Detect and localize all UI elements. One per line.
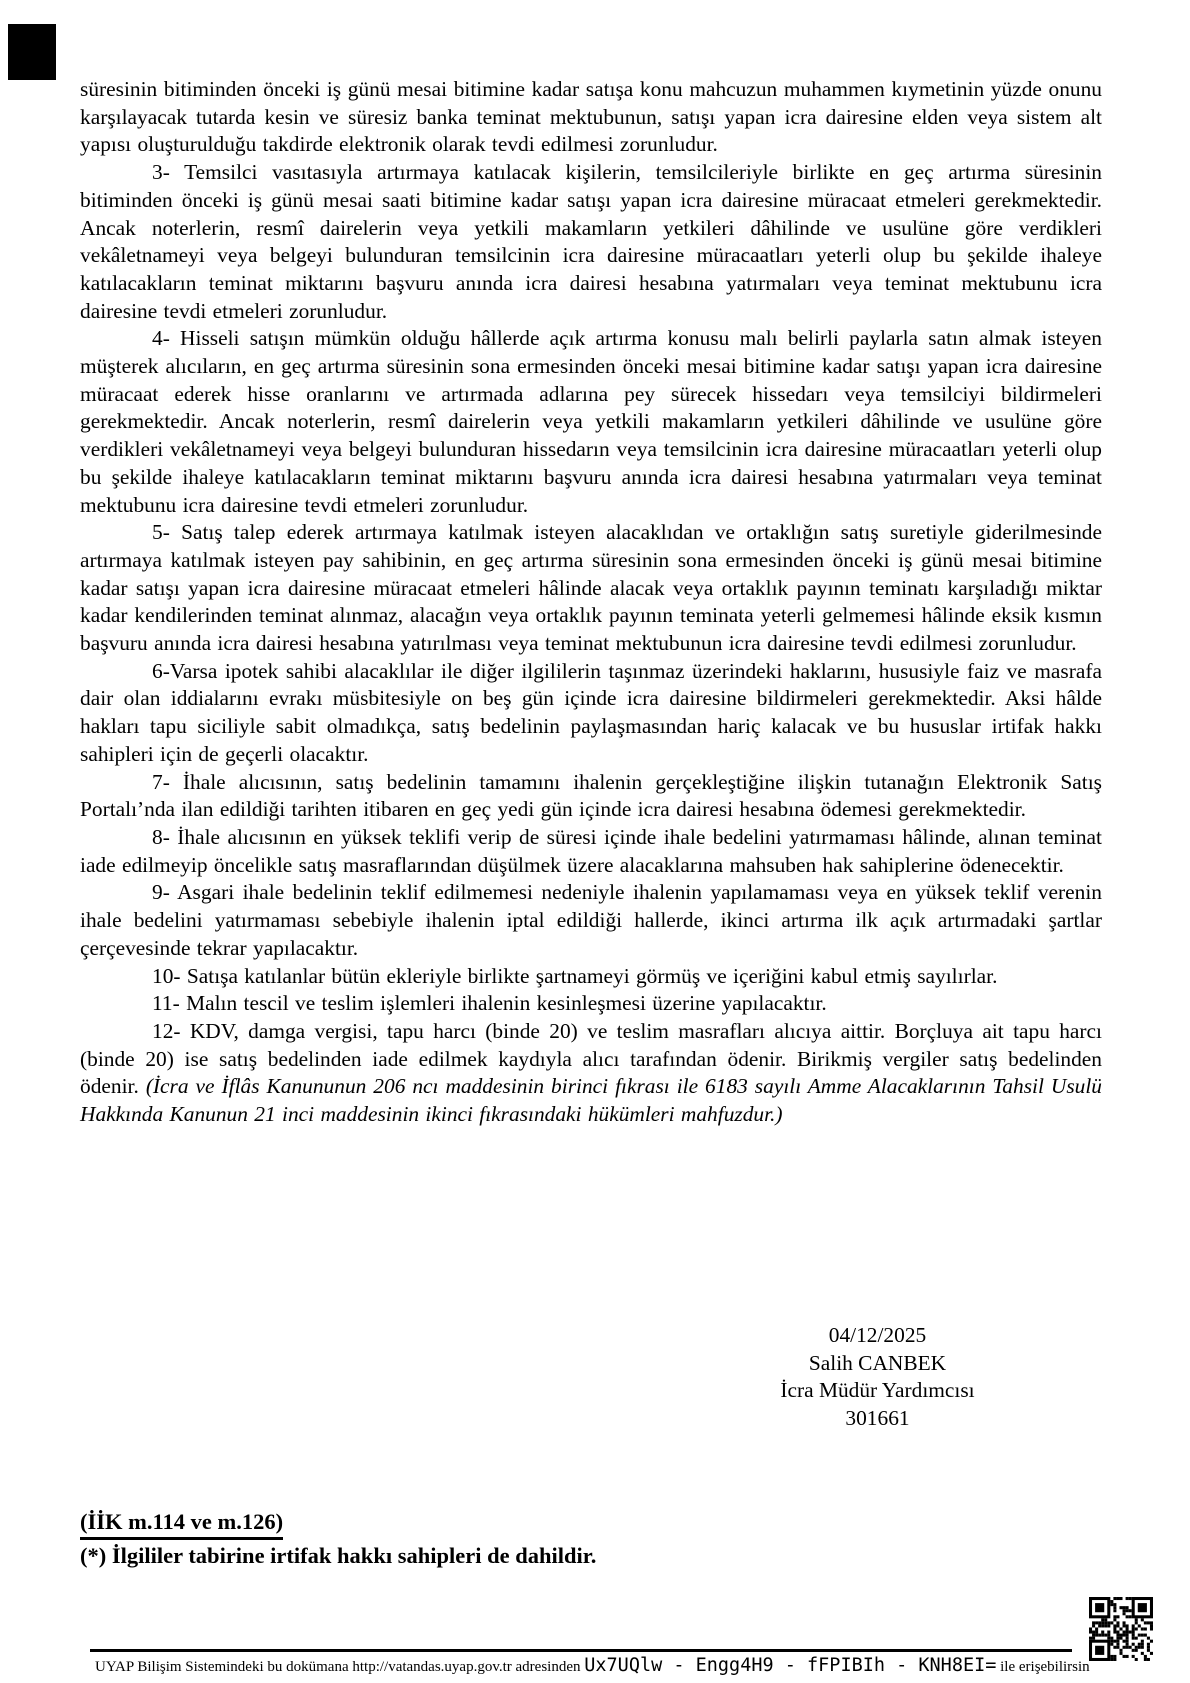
footer-access-suffix: ile erişebilirsin [1000, 1659, 1090, 1675]
footer-access-prefix: UYAP Bilişim Sistemindeki bu dokümana http://vatandas.uyap.gov.tr adresinden [95, 1659, 581, 1675]
signature-name: Salih CANBEK [808, 1350, 947, 1375]
redaction-box [8, 24, 56, 80]
paragraph-4: 4- Hisseli satışın mümkün olduğu hâllerde açık artırma konusu malı belirli paylarla satın almak isteyen müşterek alıcıların, en geç artırma süresinin sona ermesinden önceki mesai bitimine kadar satışı yapan icra dairesine müracaat ederek hisse oranlarını ve artırmada adlarına pey sürecek hissedarı veya temsilciyi bildirmeleri gerekmektedir. Ancak noterlerin, resmî dairelerin veya yetkili makamların yetkileri dâhilinde ve usulüne göre verdikleri vekâletnameyi veya belgeyi bulunduran hissedarın veya temsilcinin icra dairesine müracaatları yeterli olup bu şekilde ihaleye katılacakların teminat miktarını başvuru anında icra dairesi hesabına yatırmaları veya teminat mektubunu icra dairesine tevdi etmeleri zorunludur. [80, 326, 1102, 517]
paragraph-7: 7- İhale alıcısının, satış bedelinin tamamını ihalenin gerçekleştiğine ilişkin tutanağın Elektronik Satış Portalı’nda ilan edildiği tarihten itibaren en geç yedi gün içinde icra dairesi hesabına ödemesi gerekmektedir. [80, 769, 1102, 822]
document-body [80, 76, 1102, 1129]
footer-divider [90, 1649, 1072, 1652]
paragraph-12-legal-note: (İcra ve İflâs Kanununun 206 ncı maddesinin birinci fıkrası ile 6183 sayılı Amme Alacaklarının Tahsil Usulü Hakkında Kanunun 21 inci maddesinin ikinci fıkrasındaki hükümleri mahfuzdur.) [80, 1074, 1102, 1127]
paragraph-11: 11- Malın tescil ve teslim işlemleri ihalenin kesinleşmesi üzerine yapılacaktır. [152, 991, 827, 1016]
law-reference-note: (İİK m.114 ve m.126) [80, 1506, 283, 1540]
asterisk-note: (*) İlgililer tabirine irtifak hakkı sahipleri de dahildir. [80, 1543, 597, 1568]
paragraph-12-text: 12- KDV, damga vergisi, tapu harcı (binde 20) ve teslim masrafları alıcıya aittir. Borçluya ait tapu harcı (binde 20) ise satış bedelinden iade edilmek kaydıyla alıcı tarafından ödenir. Birikmiş vergiler satış bedelinden ödenir. [80, 1018, 1102, 1099]
paragraph-8: 8- İhale alıcısının en yüksek teklifi verip de süresi içinde ihale bedelini yatırmaması hâlinde, alınan teminat iade edilmeyip öncelikle satış masraflarından düşülmek üzere alacaklarına mahsuben hak sahiplerine ödenecektir. [80, 824, 1102, 877]
signature-registry-number: 301661 [845, 1406, 910, 1431]
paragraph-9: 9- Asgari ihale bedelinin teklif edilmemesi nedeniyle ihalenin yapılamaması veya en yüksek teklif verenin ihale bedelini yatırmaması sebebiyle ihalenin iptal edildiği hallerde, ikinci artırma ilk açık artırmadaki şartlar çerçevesinde tekrar yapılacaktır. [80, 880, 1102, 960]
qr-code-icon [1089, 1596, 1153, 1662]
paragraph-10: 10- Satışa katılanlar bütün ekleriyle birlikte şartnameyi görmüş ve içeriğini kabul etmiş sayılırlar. [152, 963, 998, 988]
paragraph-6: 6-Varsa ipotek sahibi alacaklılar ile diğer ilgililerin taşınmaz üzerindeki haklarını, hususiyle faiz ve masrafa dair olan iddialarını evrakı müsbitesiyle on beş gün içinde icra dairesine bildirmeleri gerekmektedir. Aksi hâlde hakları tapu siciliyle sabit olmadıkça, satış bedelinin paylaşmasından hariç kalacak ve bu hususlar irtifak hakkı sahipleri için de geçerli olacaktır. [80, 658, 1102, 766]
paragraph-3: 3- Temsilci vasıtasıyla artırmaya katılacak kişilerin, temsilcileriyle birlikte en geç artırma süresinin bitiminden önceki iş günü mesai saati bitimine kadar satışı yapan icra dairesine müracaat etmeleri gerekmektedir. Ancak noterlerin, resmî dairelerin veya yetkili makamların yetkileri dâhilinde ve usulüne göre verdikleri vekâletnameyi veya belgeyi bulunduran temsilcinin icra dairesine müracaatları yeterli olup bu şekilde ihaleye katılacakların teminat miktarını başvuru anında icra dairesi hesabına yatırmaları veya teminat mektubunu icra dairesine tevdi etmeleri zorunludur. [80, 160, 1102, 323]
footer-access-code: Ux7UQlw - Engg4H9 - fFPIBIh - KNH8EI= [584, 1655, 997, 1676]
footnotes [80, 1506, 596, 1571]
signature-title: İcra Müdür Yardımcısı [780, 1378, 975, 1403]
paragraph-5: 5- Satış talep ederek artırmaya katılmak isteyen alacaklıdan ve ortaklığın satış suretiyle giderilmesinde artırmaya katılmak isteyen pay sahibinin, en geç artırma süresinin sona ermesinden önceki iş günü mesai bitimine kadar satışı yapan icra dairesine müracaat etmeleri hâlinde alacak veya ortaklık payının teminatı karşıladığı miktar kadar kendilerinden teminat alınmaz, alacağın veya ortaklık payının teminata yeterli gelmemesi hâlinde eksik kısmın başvuru anında icra dairesi hesabına yatırılması veya teminat mektubunun icra dairesine tevdi edilmesi zorunludur. [80, 520, 1102, 656]
paragraph-12 [80, 1018, 1102, 1129]
paragraph-continuation: süresinin bitiminden önceki iş günü mesai bitimine kadar satışa konu mahcuzun muhammen kıymetinin yüzde onunu karşılayacak tutarda kesin ve süresiz banka teminat mektubunun, satışı yapan icra dairesine elden veya sistem alt yapısı oluşturulduğu takdirde elektronik olarak tevdi edilmesi zorunludur. [80, 77, 1102, 157]
signature-date: 04/12/2025 [828, 1323, 927, 1347]
uyap-footer [95, 1655, 1155, 1676]
signature-block [725, 1322, 1030, 1433]
